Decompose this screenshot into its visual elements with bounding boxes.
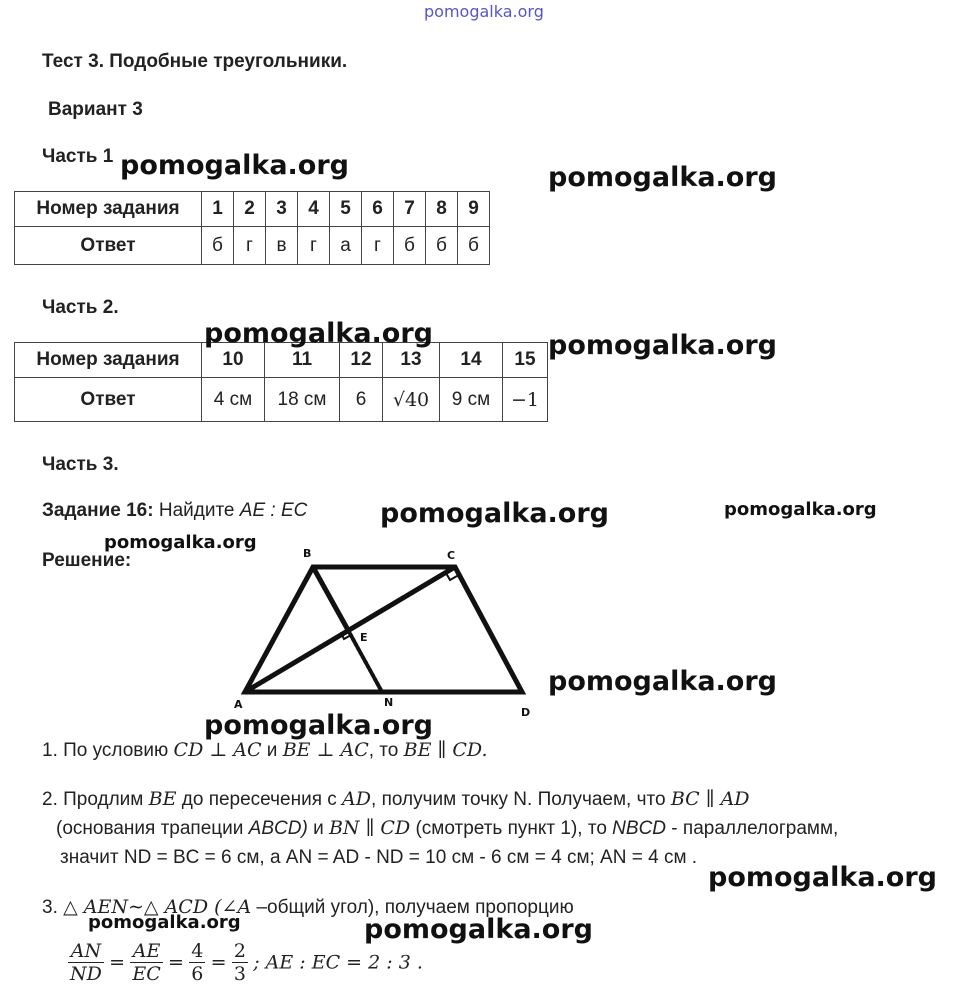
table-cell: 18 см — [265, 378, 340, 422]
table-cell: 1 — [202, 192, 234, 227]
part2-label: Часть 2. — [42, 297, 119, 318]
math-expr: CD ⊥ AC — [173, 739, 262, 761]
step-text: ABCD) — [248, 818, 308, 839]
step-text: и — [313, 818, 324, 839]
step-text: 2. Продлим — [42, 789, 144, 810]
math-expr: BE ⊥ AC — [282, 739, 369, 761]
table-cell: 14 — [440, 343, 503, 378]
trapezoid-outline — [245, 567, 522, 692]
ratio-result: ; AE : EC = 2 : 3 . — [253, 951, 423, 974]
top-watermark: pomogalka.org — [424, 2, 544, 21]
table-cell: 15 — [503, 343, 548, 378]
task-text: Найдите — [158, 500, 235, 521]
table-cell: б — [426, 227, 458, 265]
fraction-an-nd — [68, 940, 104, 985]
watermark: pomogalka.org — [548, 666, 777, 697]
table-cell: г — [362, 227, 394, 265]
variant-text: Вариант 3 — [48, 99, 143, 120]
proportion-formula: $\frac{AN}{ND}$ = $\frac{AE}{EC}$ = $\frac{4}{6}$ = $\frac{2}{3}$ ; AE : EC = 2 : 3 . — [70, 940, 423, 985]
part2-header-answer: Ответ — [15, 378, 202, 422]
part1-header-number: Номер задания — [15, 192, 202, 227]
solution-label: Решение: — [42, 550, 132, 571]
table-cell: г — [298, 227, 330, 265]
fraction-denominator: EC — [132, 963, 161, 985]
table-cell: 6 — [362, 192, 394, 227]
table-cell: √40 — [383, 378, 440, 422]
fraction-denominator: 6 — [191, 963, 204, 985]
step-text: (основания трапеции — [56, 818, 244, 839]
step-2-line1 — [42, 788, 750, 811]
table-cell: 4 — [298, 192, 330, 227]
table-cell: 4 см — [202, 378, 265, 422]
table-cell: б — [202, 227, 234, 265]
step-text: (смотреть пункт 1), то — [415, 818, 607, 839]
watermark: pomogalka.org — [548, 162, 777, 193]
step-text: - параллелограмм, — [671, 818, 839, 839]
watermark: pomogalka.org — [88, 912, 241, 933]
math-expr: △ AEN∼△ ACD (∠A — [63, 896, 252, 918]
step-text: 1. По условию — [42, 740, 169, 761]
step-text: NBCD — [612, 818, 667, 839]
step-text: , получим точку N. Получаем, что — [371, 789, 666, 810]
table-cell: 13 — [383, 343, 440, 378]
table-cell: 3 — [266, 192, 298, 227]
watermark: pomogalka.org — [708, 862, 937, 893]
step-1 — [42, 739, 487, 762]
watermark: pomogalka.org — [120, 150, 349, 181]
table-cell: 6 — [340, 378, 383, 422]
fraction-4-6 — [189, 940, 205, 985]
watermark: pomogalka.org — [204, 710, 433, 741]
watermark: pomogalka.org — [204, 318, 433, 349]
math-expr: BC ∥ AD — [670, 788, 750, 810]
label-n: N — [384, 696, 394, 709]
fraction-numerator: AE — [130, 940, 162, 963]
label-e: E — [360, 631, 368, 644]
part1-label: Часть 1 — [42, 146, 114, 167]
task-label: Задание 16: — [42, 500, 154, 521]
fraction-ae-ec — [130, 940, 162, 985]
step-2-line3: значит ND = BC = 6 см, а AN = AD - ND = 10 см - 6 см = 4 см; AN = 4 см . — [60, 847, 698, 868]
fraction-numerator: AN — [68, 940, 104, 963]
watermark: pomogalka.org — [364, 914, 593, 945]
table-cell: 9 см — [440, 378, 503, 422]
step-2-line2 — [56, 817, 838, 840]
math-expr: BE ∥ CD. — [403, 739, 488, 761]
math-expr: BN ∥ CD — [328, 817, 411, 839]
table-cell: 8 — [426, 192, 458, 227]
fraction-denominator: 3 — [233, 963, 246, 985]
watermark: pomogalka.org — [548, 330, 777, 361]
watermark: pomogalka.org — [380, 498, 609, 529]
right-angle-c — [446, 573, 457, 580]
label-b: B — [303, 547, 312, 560]
part2-header-number: Номер задания — [15, 343, 202, 378]
step-text: –общий угол), получаем пропорцию — [256, 897, 574, 918]
math-expr: AD — [342, 788, 372, 810]
math-expr: BE — [148, 788, 177, 810]
table-cell: 7 — [394, 192, 426, 227]
task-expr: AE : EC — [239, 500, 308, 521]
table-cell: −1 — [503, 378, 548, 422]
table-cell: 9 — [458, 192, 490, 227]
segment-be — [313, 567, 348, 630]
table-cell: а — [330, 227, 362, 265]
label-d: D — [521, 706, 531, 719]
table-cell: 12 — [340, 343, 383, 378]
watermark: pomogalka.org — [104, 532, 257, 553]
fraction-numerator: 4 — [191, 940, 204, 962]
step-text: , то — [368, 740, 399, 761]
table-cell: 2 — [234, 192, 266, 227]
step-text: 3. — [42, 897, 58, 918]
table-cell: в — [266, 227, 298, 265]
fraction-2-3 — [232, 940, 248, 985]
table-cell: 10 — [202, 343, 265, 378]
label-a: A — [234, 698, 243, 711]
step-text: и — [266, 740, 278, 761]
table-cell: б — [394, 227, 426, 265]
part3-label: Часть 3. — [42, 454, 119, 475]
fraction-denominator: ND — [70, 963, 102, 985]
table-cell: 5 — [330, 192, 362, 227]
fraction-numerator: 2 — [233, 940, 246, 962]
table-cell: 11 — [265, 343, 340, 378]
table-cell: б — [458, 227, 490, 265]
watermark: pomogalka.org — [724, 499, 877, 520]
step-text: до пересечения с — [181, 789, 337, 810]
table-cell: г — [234, 227, 266, 265]
page-title: Тест 3. Подобные треугольники. — [42, 51, 348, 72]
label-c: C — [447, 549, 456, 562]
part1-header-answer: Ответ — [15, 227, 202, 265]
